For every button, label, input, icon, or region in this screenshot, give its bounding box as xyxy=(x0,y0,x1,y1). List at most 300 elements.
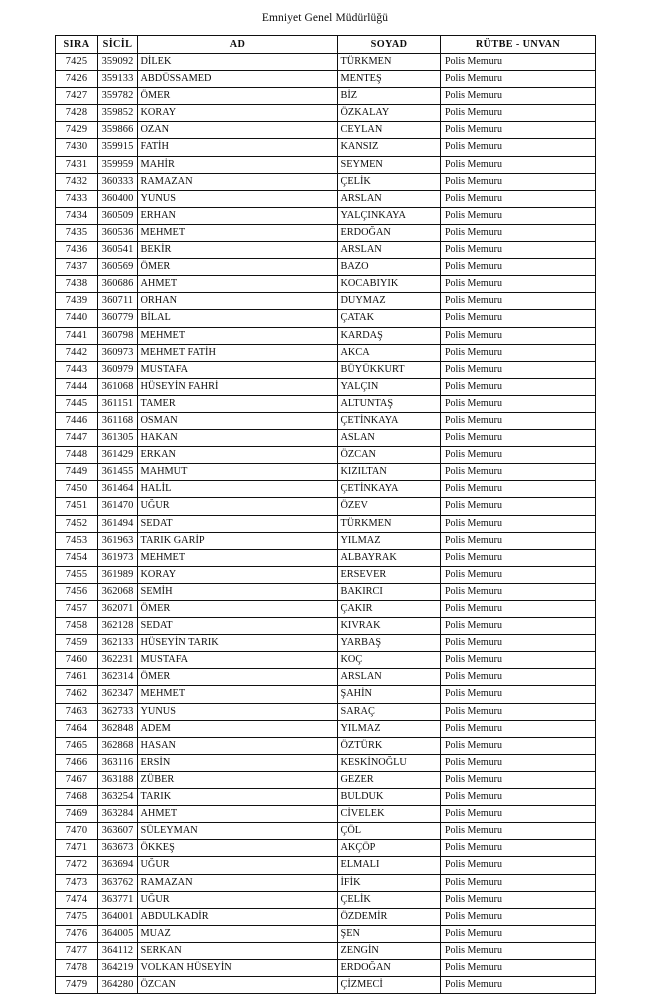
cell-ad: RAMAZAN xyxy=(138,874,338,891)
cell-rutbe: Polis Memuru xyxy=(441,173,596,190)
cell-soyad: TÜRKMEN xyxy=(338,515,441,532)
cell-soyad: KOÇ xyxy=(338,652,441,669)
cell-sicil: 363762 xyxy=(98,874,138,891)
table-row xyxy=(56,686,596,703)
cell-ad: TAMER xyxy=(138,395,338,412)
cell-ad: ABDULKADİR xyxy=(138,908,338,925)
cell-soyad: CEYLAN xyxy=(338,122,441,139)
cell-sicil: 362128 xyxy=(98,618,138,635)
cell-rutbe: Polis Memuru xyxy=(441,361,596,378)
table-row xyxy=(56,532,596,549)
cell-ad: MEHMET xyxy=(138,549,338,566)
cell-soyad: ÇATAK xyxy=(338,310,441,327)
cell-rutbe: Polis Memuru xyxy=(441,464,596,481)
cell-sicil: 362347 xyxy=(98,686,138,703)
cell-sira: 7448 xyxy=(56,447,98,464)
cell-sira: 7427 xyxy=(56,88,98,105)
cell-ad: SERKAN xyxy=(138,942,338,959)
cell-ad: UĞUR xyxy=(138,498,338,515)
cell-sicil: 361989 xyxy=(98,566,138,583)
cell-soyad: AKÇÖP xyxy=(338,840,441,857)
cell-sicil: 363254 xyxy=(98,789,138,806)
cell-soyad: ZENGİN xyxy=(338,942,441,959)
cell-sira: 7467 xyxy=(56,771,98,788)
cell-sira: 7437 xyxy=(56,259,98,276)
cell-rutbe: Polis Memuru xyxy=(441,310,596,327)
cell-soyad: ALBAYRAK xyxy=(338,549,441,566)
table-row xyxy=(56,88,596,105)
column-header-ad: AD xyxy=(138,36,338,54)
table-row xyxy=(56,703,596,720)
cell-ad: MUAZ xyxy=(138,925,338,942)
cell-rutbe: Polis Memuru xyxy=(441,686,596,703)
cell-sira: 7460 xyxy=(56,652,98,669)
cell-rutbe: Polis Memuru xyxy=(441,515,596,532)
cell-sira: 7456 xyxy=(56,583,98,600)
cell-soyad: KOCABIYIK xyxy=(338,276,441,293)
cell-rutbe: Polis Memuru xyxy=(441,71,596,88)
table-row xyxy=(56,959,596,976)
cell-sira: 7461 xyxy=(56,669,98,686)
cell-sicil: 363188 xyxy=(98,771,138,788)
cell-rutbe: Polis Memuru xyxy=(441,823,596,840)
cell-soyad: YILMAZ xyxy=(338,532,441,549)
cell-sira: 7438 xyxy=(56,276,98,293)
cell-rutbe: Polis Memuru xyxy=(441,754,596,771)
cell-ad: SÜLEYMAN xyxy=(138,823,338,840)
table-row xyxy=(56,447,596,464)
cell-sira: 7426 xyxy=(56,71,98,88)
table-row xyxy=(56,361,596,378)
cell-rutbe: Polis Memuru xyxy=(441,806,596,823)
cell-rutbe: Polis Memuru xyxy=(441,874,596,891)
cell-sira: 7450 xyxy=(56,481,98,498)
cell-ad: MUSTAFA xyxy=(138,361,338,378)
cell-sira: 7439 xyxy=(56,293,98,310)
cell-rutbe: Polis Memuru xyxy=(441,430,596,447)
cell-sira: 7443 xyxy=(56,361,98,378)
cell-soyad: AKCA xyxy=(338,344,441,361)
cell-ad: ÖKKEŞ xyxy=(138,840,338,857)
table-row xyxy=(56,54,596,71)
cell-sicil: 360509 xyxy=(98,207,138,224)
cell-ad: SEDAT xyxy=(138,618,338,635)
cell-rutbe: Polis Memuru xyxy=(441,720,596,737)
cell-sicil: 361963 xyxy=(98,532,138,549)
cell-ad: ÖMER xyxy=(138,669,338,686)
table-row xyxy=(56,789,596,806)
cell-sira: 7436 xyxy=(56,242,98,259)
cell-rutbe: Polis Memuru xyxy=(441,566,596,583)
cell-sicil: 364219 xyxy=(98,959,138,976)
cell-sicil: 362733 xyxy=(98,703,138,720)
cell-sicil: 360979 xyxy=(98,361,138,378)
cell-sira: 7430 xyxy=(56,139,98,156)
cell-sicil: 360686 xyxy=(98,276,138,293)
cell-rutbe: Polis Memuru xyxy=(441,276,596,293)
cell-sicil: 360711 xyxy=(98,293,138,310)
cell-ad: ÖMER xyxy=(138,601,338,618)
cell-soyad: CİVELEK xyxy=(338,806,441,823)
table-body xyxy=(56,54,596,994)
table-row xyxy=(56,498,596,515)
cell-sicil: 359866 xyxy=(98,122,138,139)
cell-soyad: SARAÇ xyxy=(338,703,441,720)
cell-soyad: ÖZEV xyxy=(338,498,441,515)
cell-rutbe: Polis Memuru xyxy=(441,498,596,515)
cell-sira: 7449 xyxy=(56,464,98,481)
cell-sira: 7476 xyxy=(56,925,98,942)
cell-rutbe: Polis Memuru xyxy=(441,635,596,652)
cell-soyad: TÜRKMEN xyxy=(338,54,441,71)
personnel-records-table xyxy=(55,35,596,994)
cell-sira: 7451 xyxy=(56,498,98,515)
table-row xyxy=(56,224,596,241)
cell-ad: SEMİH xyxy=(138,583,338,600)
cell-ad: MAHİR xyxy=(138,156,338,173)
cell-soyad: ŞEN xyxy=(338,925,441,942)
cell-rutbe: Polis Memuru xyxy=(441,344,596,361)
column-header-sira: SIRA xyxy=(56,36,98,54)
cell-soyad: KANSIZ xyxy=(338,139,441,156)
cell-sicil: 361429 xyxy=(98,447,138,464)
cell-sicil: 362133 xyxy=(98,635,138,652)
cell-soyad: ERDOĞAN xyxy=(338,224,441,241)
table-row xyxy=(56,652,596,669)
cell-sira: 7464 xyxy=(56,720,98,737)
column-header-sicil: SİCİL xyxy=(98,36,138,54)
cell-soyad: ÇELİK xyxy=(338,173,441,190)
cell-rutbe: Polis Memuru xyxy=(441,54,596,71)
cell-rutbe: Polis Memuru xyxy=(441,242,596,259)
cell-rutbe: Polis Memuru xyxy=(441,481,596,498)
cell-sicil: 360798 xyxy=(98,327,138,344)
cell-rutbe: Polis Memuru xyxy=(441,601,596,618)
cell-rutbe: Polis Memuru xyxy=(441,327,596,344)
cell-sicil: 361151 xyxy=(98,395,138,412)
cell-ad: KORAY xyxy=(138,105,338,122)
cell-sira: 7446 xyxy=(56,412,98,429)
cell-sira: 7452 xyxy=(56,515,98,532)
cell-soyad: ERDOĞAN xyxy=(338,959,441,976)
cell-rutbe: Polis Memuru xyxy=(441,156,596,173)
cell-sicil: 362071 xyxy=(98,601,138,618)
cell-sira: 7455 xyxy=(56,566,98,583)
cell-ad: OZAN xyxy=(138,122,338,139)
cell-soyad: ÇELİK xyxy=(338,891,441,908)
cell-soyad: ÇİZMECİ xyxy=(338,977,441,994)
cell-sicil: 361464 xyxy=(98,481,138,498)
cell-sicil: 359915 xyxy=(98,139,138,156)
cell-rutbe: Polis Memuru xyxy=(441,88,596,105)
cell-ad: KORAY xyxy=(138,566,338,583)
table-row xyxy=(56,464,596,481)
cell-sicil: 359092 xyxy=(98,54,138,71)
cell-sicil: 362314 xyxy=(98,669,138,686)
cell-sicil: 364112 xyxy=(98,942,138,959)
table-row xyxy=(56,122,596,139)
table-row xyxy=(56,105,596,122)
cell-ad: HÜSEYİN FAHRİ xyxy=(138,378,338,395)
cell-soyad: MENTEŞ xyxy=(338,71,441,88)
cell-sira: 7470 xyxy=(56,823,98,840)
cell-ad: ÖMER xyxy=(138,259,338,276)
table-row xyxy=(56,327,596,344)
cell-soyad: ARSLAN xyxy=(338,669,441,686)
cell-sira: 7453 xyxy=(56,532,98,549)
table-row xyxy=(56,891,596,908)
cell-sira: 7445 xyxy=(56,395,98,412)
cell-sicil: 361068 xyxy=(98,378,138,395)
cell-sira: 7457 xyxy=(56,601,98,618)
cell-sira: 7442 xyxy=(56,344,98,361)
cell-sicil: 363694 xyxy=(98,857,138,874)
cell-ad: OSMAN xyxy=(138,412,338,429)
cell-ad: ABDÜSSAMED xyxy=(138,71,338,88)
cell-soyad: YARBAŞ xyxy=(338,635,441,652)
cell-soyad: ÇETİNKAYA xyxy=(338,481,441,498)
cell-ad: ÖMER xyxy=(138,88,338,105)
cell-soyad: ERSEVER xyxy=(338,566,441,583)
cell-soyad: ÖZTÜRK xyxy=(338,737,441,754)
cell-soyad: YALÇIN xyxy=(338,378,441,395)
cell-soyad: KIZILTAN xyxy=(338,464,441,481)
cell-sira: 7444 xyxy=(56,378,98,395)
table-row xyxy=(56,601,596,618)
table-row xyxy=(56,857,596,874)
cell-sira: 7479 xyxy=(56,977,98,994)
cell-ad: TARIK xyxy=(138,789,338,806)
cell-ad: DİLEK xyxy=(138,54,338,71)
cell-rutbe: Polis Memuru xyxy=(441,395,596,412)
cell-sicil: 360541 xyxy=(98,242,138,259)
cell-soyad: BULDUK xyxy=(338,789,441,806)
cell-ad: MEHMET xyxy=(138,686,338,703)
cell-rutbe: Polis Memuru xyxy=(441,532,596,549)
cell-rutbe: Polis Memuru xyxy=(441,105,596,122)
cell-rutbe: Polis Memuru xyxy=(441,190,596,207)
table-row xyxy=(56,925,596,942)
cell-ad: MEHMET FATİH xyxy=(138,344,338,361)
column-header-soyad: SOYAD xyxy=(338,36,441,54)
cell-ad: AHMET xyxy=(138,276,338,293)
cell-ad: VOLKAN HÜSEYİN xyxy=(138,959,338,976)
cell-sicil: 364001 xyxy=(98,908,138,925)
cell-rutbe: Polis Memuru xyxy=(441,891,596,908)
cell-ad: ERHAN xyxy=(138,207,338,224)
table-header xyxy=(56,36,596,54)
table-row xyxy=(56,635,596,652)
cell-ad: MEHMET xyxy=(138,224,338,241)
cell-ad: HASAN xyxy=(138,737,338,754)
cell-sicil: 363284 xyxy=(98,806,138,823)
cell-sicil: 362848 xyxy=(98,720,138,737)
cell-soyad: BAKIRCI xyxy=(338,583,441,600)
page-title: Emniyet Genel Müdürlüğü xyxy=(261,12,389,24)
table-row xyxy=(56,139,596,156)
cell-sira: 7459 xyxy=(56,635,98,652)
cell-rutbe: Polis Memuru xyxy=(441,789,596,806)
table-header-row xyxy=(56,36,596,54)
cell-sira: 7463 xyxy=(56,703,98,720)
table-row xyxy=(56,669,596,686)
cell-sira: 7440 xyxy=(56,310,98,327)
cell-rutbe: Polis Memuru xyxy=(441,583,596,600)
cell-ad: RAMAZAN xyxy=(138,173,338,190)
cell-ad: HALİL xyxy=(138,481,338,498)
cell-sicil: 359852 xyxy=(98,105,138,122)
cell-sira: 7428 xyxy=(56,105,98,122)
cell-soyad: ELMALI xyxy=(338,857,441,874)
table-row xyxy=(56,874,596,891)
cell-ad: UĞUR xyxy=(138,891,338,908)
cell-soyad: KESKİNOĞLU xyxy=(338,754,441,771)
cell-rutbe: Polis Memuru xyxy=(441,447,596,464)
table-row xyxy=(56,156,596,173)
cell-sicil: 364280 xyxy=(98,977,138,994)
cell-soyad: SEYMEN xyxy=(338,156,441,173)
cell-sira: 7458 xyxy=(56,618,98,635)
table-row xyxy=(56,71,596,88)
table-row xyxy=(56,242,596,259)
cell-rutbe: Polis Memuru xyxy=(441,925,596,942)
cell-ad: HAKAN xyxy=(138,430,338,447)
cell-ad: TARIK GARİP xyxy=(138,532,338,549)
cell-sicil: 360536 xyxy=(98,224,138,241)
cell-sira: 7465 xyxy=(56,737,98,754)
table-row xyxy=(56,806,596,823)
cell-soyad: GEZER xyxy=(338,771,441,788)
table-row xyxy=(56,395,596,412)
table-row xyxy=(56,549,596,566)
cell-ad: MEHMET xyxy=(138,327,338,344)
cell-ad: FATİH xyxy=(138,139,338,156)
cell-sicil: 363607 xyxy=(98,823,138,840)
table-row xyxy=(56,293,596,310)
cell-soyad: ARSLAN xyxy=(338,242,441,259)
cell-sicil: 360333 xyxy=(98,173,138,190)
cell-sira: 7477 xyxy=(56,942,98,959)
table-row xyxy=(56,173,596,190)
cell-soyad: İFİK xyxy=(338,874,441,891)
table-row xyxy=(56,908,596,925)
cell-soyad: ÇÖL xyxy=(338,823,441,840)
cell-sira: 7432 xyxy=(56,173,98,190)
cell-rutbe: Polis Memuru xyxy=(441,122,596,139)
cell-sicil: 363771 xyxy=(98,891,138,908)
cell-sira: 7478 xyxy=(56,959,98,976)
cell-sicil: 363116 xyxy=(98,754,138,771)
cell-soyad: BÜYÜKKURT xyxy=(338,361,441,378)
cell-sira: 7468 xyxy=(56,789,98,806)
cell-soyad: KIVRAK xyxy=(338,618,441,635)
cell-rutbe: Polis Memuru xyxy=(441,224,596,241)
cell-sira: 7429 xyxy=(56,122,98,139)
cell-ad: ERKAN xyxy=(138,447,338,464)
cell-sicil: 360400 xyxy=(98,190,138,207)
table-row xyxy=(56,344,596,361)
cell-rutbe: Polis Memuru xyxy=(441,618,596,635)
cell-rutbe: Polis Memuru xyxy=(441,959,596,976)
cell-soyad: ŞAHİN xyxy=(338,686,441,703)
cell-sicil: 359959 xyxy=(98,156,138,173)
cell-rutbe: Polis Memuru xyxy=(441,259,596,276)
cell-sicil: 360973 xyxy=(98,344,138,361)
table-row xyxy=(56,566,596,583)
cell-sira: 7431 xyxy=(56,156,98,173)
cell-sicil: 361470 xyxy=(98,498,138,515)
cell-soyad: BİZ xyxy=(338,88,441,105)
cell-sicil: 361455 xyxy=(98,464,138,481)
cell-rutbe: Polis Memuru xyxy=(441,703,596,720)
cell-soyad: ÖZDEMİR xyxy=(338,908,441,925)
table-row xyxy=(56,259,596,276)
cell-sira: 7425 xyxy=(56,54,98,71)
cell-soyad: ÖZCAN xyxy=(338,447,441,464)
cell-soyad: BAZO xyxy=(338,259,441,276)
table-row xyxy=(56,515,596,532)
table-row xyxy=(56,771,596,788)
cell-rutbe: Polis Memuru xyxy=(441,293,596,310)
cell-sicil: 361168 xyxy=(98,412,138,429)
table-row xyxy=(56,754,596,771)
cell-rutbe: Polis Memuru xyxy=(441,737,596,754)
table-row xyxy=(56,583,596,600)
cell-sira: 7471 xyxy=(56,840,98,857)
cell-sira: 7474 xyxy=(56,891,98,908)
table-row xyxy=(56,977,596,994)
cell-sicil: 360569 xyxy=(98,259,138,276)
cell-ad: ÖZCAN xyxy=(138,977,338,994)
cell-sicil: 362231 xyxy=(98,652,138,669)
cell-sira: 7466 xyxy=(56,754,98,771)
cell-rutbe: Polis Memuru xyxy=(441,549,596,566)
table-row xyxy=(56,378,596,395)
table-row xyxy=(56,276,596,293)
cell-sicil: 362068 xyxy=(98,583,138,600)
table-row xyxy=(56,430,596,447)
cell-ad: ORHAN xyxy=(138,293,338,310)
cell-rutbe: Polis Memuru xyxy=(441,412,596,429)
cell-soyad: YALÇINKAYA xyxy=(338,207,441,224)
cell-sira: 7435 xyxy=(56,224,98,241)
cell-ad: BEKİR xyxy=(138,242,338,259)
cell-rutbe: Polis Memuru xyxy=(441,977,596,994)
cell-rutbe: Polis Memuru xyxy=(441,857,596,874)
cell-soyad: DUYMAZ xyxy=(338,293,441,310)
cell-sicil: 362868 xyxy=(98,737,138,754)
cell-sira: 7434 xyxy=(56,207,98,224)
cell-soyad: YILMAZ xyxy=(338,720,441,737)
cell-ad: AHMET xyxy=(138,806,338,823)
table-row xyxy=(56,481,596,498)
cell-soyad: KARDAŞ xyxy=(338,327,441,344)
cell-rutbe: Polis Memuru xyxy=(441,669,596,686)
cell-sira: 7447 xyxy=(56,430,98,447)
table-row xyxy=(56,737,596,754)
cell-rutbe: Polis Memuru xyxy=(441,378,596,395)
cell-sira: 7462 xyxy=(56,686,98,703)
cell-soyad: ALTUNTAŞ xyxy=(338,395,441,412)
cell-rutbe: Polis Memuru xyxy=(441,840,596,857)
cell-ad: SEDAT xyxy=(138,515,338,532)
cell-ad: ERSİN xyxy=(138,754,338,771)
cell-rutbe: Polis Memuru xyxy=(441,652,596,669)
table-row xyxy=(56,190,596,207)
table-row xyxy=(56,942,596,959)
cell-ad: UĞUR xyxy=(138,857,338,874)
cell-sira: 7475 xyxy=(56,908,98,925)
